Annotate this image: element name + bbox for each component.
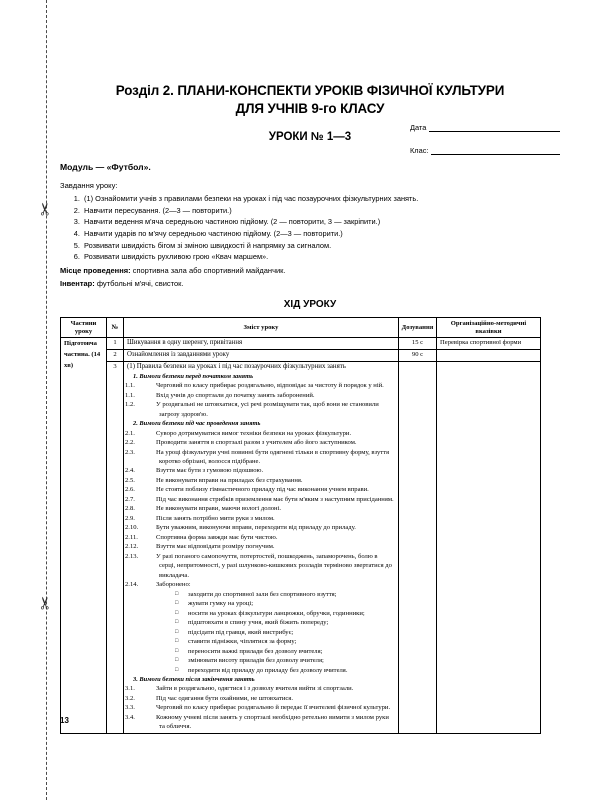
class-field[interactable]: [410, 146, 560, 155]
square-bullet-icon: □: [175, 590, 179, 597]
prohibited-text: змінювати висоту приладів без дозволу вчителя;: [188, 657, 324, 665]
venue-place-value: спортивна зала або спортивний майданчик.: [132, 265, 286, 275]
rules-section-2-list: [127, 429, 395, 590]
table-row: [61, 350, 541, 362]
class-label: Клас:: [410, 146, 429, 155]
task-item: 1. (1) Ознайомити учнів з правилами безпеки на уроках і під час позаурочних фізкультурних занять.: [82, 193, 560, 205]
rule-text: У роздягальні не штовхатися, усі речі розміщувати так, щоб вони не становили загрозу здоров'ю.: [156, 401, 379, 418]
square-bullet-icon: □: [175, 666, 179, 673]
rule-item: [127, 495, 395, 504]
rule-text: Суворо дотримуватися вимог техніки безпеки на уроках фізкультури.: [156, 429, 352, 437]
rule-number: 2.1.: [125, 429, 135, 437]
rule-text: Черговий по класу прибирає роздягальню й передає її вчителеві фізичної культури.: [156, 704, 391, 712]
header-num: №: [107, 318, 124, 338]
rule-number: 3.2.: [125, 694, 135, 702]
prohibited-text: підсідати під гравця, який вистрибує;: [188, 628, 294, 636]
square-bullet-icon: □: [175, 628, 179, 635]
rule-item: [127, 533, 395, 542]
rules-section-3-head: 3. Вимоги безпеки після закінчення занять: [133, 676, 255, 684]
rule-number: 2.4.: [125, 467, 135, 475]
square-bullet-icon: □: [175, 638, 179, 645]
rule-text: Зайти в роздягальню, одягтися і з дозволу вчителя вийти зі спортзали.: [156, 685, 354, 693]
rule-number: 2.11.: [125, 533, 138, 541]
cell-num: 2: [107, 350, 124, 362]
rules-section-2-head: 2. Вимоги безпеки під час проведення занять: [133, 420, 261, 428]
rule-item: [127, 684, 395, 693]
rule-text: Взуття має бути з гумовою підошвою.: [156, 467, 264, 475]
prohibited-item: [127, 647, 395, 656]
prohibited-text: переносити важкі прилади без дозволу вчителя;: [188, 647, 323, 655]
header-part: Частини уроку: [61, 318, 107, 338]
rule-text: Вхід учнів до спортзали до початку занять заборонений.: [156, 391, 315, 399]
title-line-1: Розділ 2. ПЛАНИ-КОНСПЕКТИ УРОКІВ ФІЗИЧНОЇ КУЛЬТУРИ: [115, 83, 505, 98]
rule-number: 2.7.: [125, 495, 135, 503]
rule-number: 2.12.: [125, 543, 139, 551]
square-bullet-icon: □: [175, 657, 179, 664]
task-item: 4. Навчити ударів по м'ячу середньою частиною підйому. (2—3 — повторити.): [82, 228, 560, 240]
rule-item: [127, 504, 395, 513]
rules-section-1-head: 1. Вимоги безпеки перед початком занять: [133, 372, 253, 380]
rule-number: 3.3.: [125, 704, 135, 712]
rule-number: 3.4.: [125, 713, 135, 721]
table-row: [61, 338, 541, 350]
rule-text: Проводити заняття в спортзалі разом з учителем або його заступником.: [156, 439, 357, 447]
prohibited-item: [127, 656, 395, 665]
cell-content-rules: [124, 361, 399, 733]
prohibited-item: [127, 599, 395, 608]
prohibited-text: носити на уроках фізкультури ланцюжки, обручки, годинники;: [188, 609, 365, 617]
header-org: Організаційно-методичні вказівки: [437, 318, 541, 338]
cut-line: [46, 0, 47, 800]
rule-text: Бути уважним, виконуючи вправи, переходити від приладу до приладу.: [156, 524, 356, 532]
rule-item: [127, 429, 395, 438]
square-bullet-icon: □: [175, 619, 179, 626]
rule-number: 2.3.: [125, 448, 135, 456]
rule-item: [127, 485, 395, 494]
rule-text: Під час виконання стрибків приземлення має бути м'яким з наступним присіданням.: [156, 495, 394, 503]
scissors-icon: ✂: [36, 595, 55, 611]
rule-item: [127, 476, 395, 485]
cell-num: 1: [107, 338, 124, 350]
prohibited-text: переходити від приладу до приладу без дозволу вчителя.: [188, 666, 348, 674]
cell-org: [437, 361, 541, 733]
lessons-heading: УРОКИ № 1—3: [268, 131, 352, 144]
rule-text: Заборонено:: [156, 581, 191, 589]
prohibited-list: [127, 590, 395, 675]
rules-title: (1) Правила безпеки на уроках і під час позаурочних фізкультурних занять: [127, 362, 346, 370]
rule-text: У разі поганого самопочуття, потертостей, пошкоджень, запаморочень, болю в серці, непритомності, у разі шлунково-кишкових розладів терміново звертатися до викладача.: [156, 552, 392, 579]
rule-text: Кожному учневі після занять у спортзалі необхідно ретельно вимити з милом руки та обличчя.: [156, 713, 389, 731]
prohibited-item: [127, 628, 395, 637]
venue-equipment: [60, 278, 560, 289]
rule-text: Спортивна форма завжди має бути чистою.: [156, 533, 278, 541]
cell-org: Перевірка спортивної форми: [437, 338, 541, 350]
rules-section-1-list: [127, 381, 395, 419]
task-item: 2. Навчити пересування. (2—3 — повторити.): [82, 205, 560, 217]
date-field[interactable]: [410, 123, 560, 132]
prohibited-text: ставити підніжки, чіплятися за форму;: [188, 638, 297, 646]
date-label: Дата: [410, 123, 427, 132]
cell-dose: 15 с: [399, 338, 437, 350]
square-bullet-icon: □: [175, 647, 179, 654]
square-bullet-icon: □: [175, 609, 179, 616]
cell-org: [437, 350, 541, 362]
cell-content: Ознайомлення із завданнями уроку: [124, 350, 399, 362]
rule-item: [127, 448, 395, 467]
rule-item: [127, 438, 395, 447]
rule-text: Під час одягання бути охайними, не штовхатися.: [156, 694, 293, 702]
rule-item: [127, 542, 395, 551]
rule-item: [127, 552, 395, 580]
date-input-line[interactable]: [429, 124, 560, 132]
scissors-icon: ✂: [36, 201, 55, 217]
cell-dose: 90 с: [399, 350, 437, 362]
rule-text: Взуття має відповідати розміру погнучим.: [156, 543, 275, 551]
form-fields: [410, 123, 560, 169]
rule-number: 2.2.: [125, 439, 135, 447]
rule-text: Після занять потрібно мити руки з милом.: [156, 514, 275, 522]
rule-item: [127, 391, 395, 400]
document-page: [60, 0, 560, 800]
rule-item: [127, 381, 395, 390]
rule-item: [127, 514, 395, 523]
cell-content: Шикування в одну шеренгу, привітання: [124, 338, 399, 350]
task-item: 5. Розвивати швидкість бігом зі зміною швидкості й напрямку за сигналом.: [82, 240, 560, 252]
task-item: 3. Навчити ведення м'яча середньою частиною підйому. (2 — повторити, 3 — закріпити.): [82, 216, 560, 228]
rule-number: 2.14.: [125, 581, 139, 589]
rule-item: [127, 703, 395, 712]
rule-number: 2.10.: [125, 524, 139, 532]
rule-number: 2.6.: [125, 486, 135, 494]
venue-place: [60, 265, 560, 276]
title-line-2: ДЛЯ УЧНІВ 9-го КЛАСУ: [235, 100, 385, 116]
class-input-line[interactable]: [431, 147, 560, 155]
prohibited-item: [127, 637, 395, 646]
rule-number: 1.1.: [125, 382, 135, 390]
venue-equipment-label: Інвентар:: [60, 278, 95, 288]
rule-item: [127, 713, 395, 732]
rule-text: Не виконувати вправи, маючи вологі долоні.: [156, 505, 282, 513]
prohibited-item: [127, 609, 395, 618]
rule-number: 2.5.: [125, 476, 135, 484]
rule-number: 3.1.: [125, 685, 135, 693]
page-title: [60, 82, 560, 117]
rule-item: [127, 523, 395, 532]
rule-item: [127, 400, 395, 419]
tasks-label: Завдання уроку:: [60, 181, 118, 191]
tasks-list: [60, 193, 560, 262]
prohibited-item: [127, 618, 395, 627]
rules-section-3-list: [127, 684, 395, 731]
task-item: 6. Розвивати швидкість рухливою грою «Квач маршем».: [82, 251, 560, 263]
table-header-row: [61, 318, 541, 338]
header-dose: Дозування: [399, 318, 437, 338]
rule-number: 1.1.: [125, 391, 135, 399]
square-bullet-icon: □: [175, 600, 179, 607]
cell-dose: [399, 361, 437, 733]
prohibited-item: [127, 666, 395, 675]
table-row: [61, 361, 541, 733]
rule-text: Не виконувати вправи на приладах без страхування.: [156, 476, 303, 484]
rule-number: 2.9.: [125, 514, 135, 522]
rule-number: 2.13.: [125, 552, 139, 560]
table-caption: ХІД УРОКУ: [283, 299, 337, 311]
rule-text: На уроці фізкультури учні повинні бути одягнені тільки в спортивну форму, взуття коротко обрізані, волосся підібране.: [156, 448, 389, 465]
rule-item: [127, 694, 395, 703]
prohibited-text: жувати гумку на уроці;: [188, 600, 254, 608]
prohibited-text: підштовхати в спину учня, який біжить попереду;: [188, 619, 329, 627]
cell-part-label: Підготовча частина. (14 хв): [61, 338, 107, 734]
venue-place-label: Місце проведення:: [60, 265, 131, 275]
module-label: Модуль — «Футбол».: [60, 162, 151, 173]
rule-item: [127, 466, 395, 475]
prohibited-text: заходити до спортивної зали без спортивного взуття;: [188, 590, 337, 598]
header-content: Зміст уроку: [124, 318, 399, 338]
rule-text: Не стояти поблизу гімнастичного приладу під час виконання учнем вправи.: [156, 486, 369, 494]
lesson-plan-table: [60, 317, 541, 734]
prohibited-item: [127, 590, 395, 599]
rule-item: [127, 580, 395, 589]
rule-number: 1.2.: [125, 401, 135, 409]
rule-number: 2.8.: [125, 505, 135, 513]
cell-num: 3: [107, 361, 124, 733]
venue-equipment-value: футбольні м'ячі, свисток.: [96, 278, 184, 288]
rule-text: Черговий по класу прибирає роздягальню, відповідає за чистоту й порядок у ній.: [156, 382, 384, 390]
page-number: 13: [60, 716, 69, 725]
